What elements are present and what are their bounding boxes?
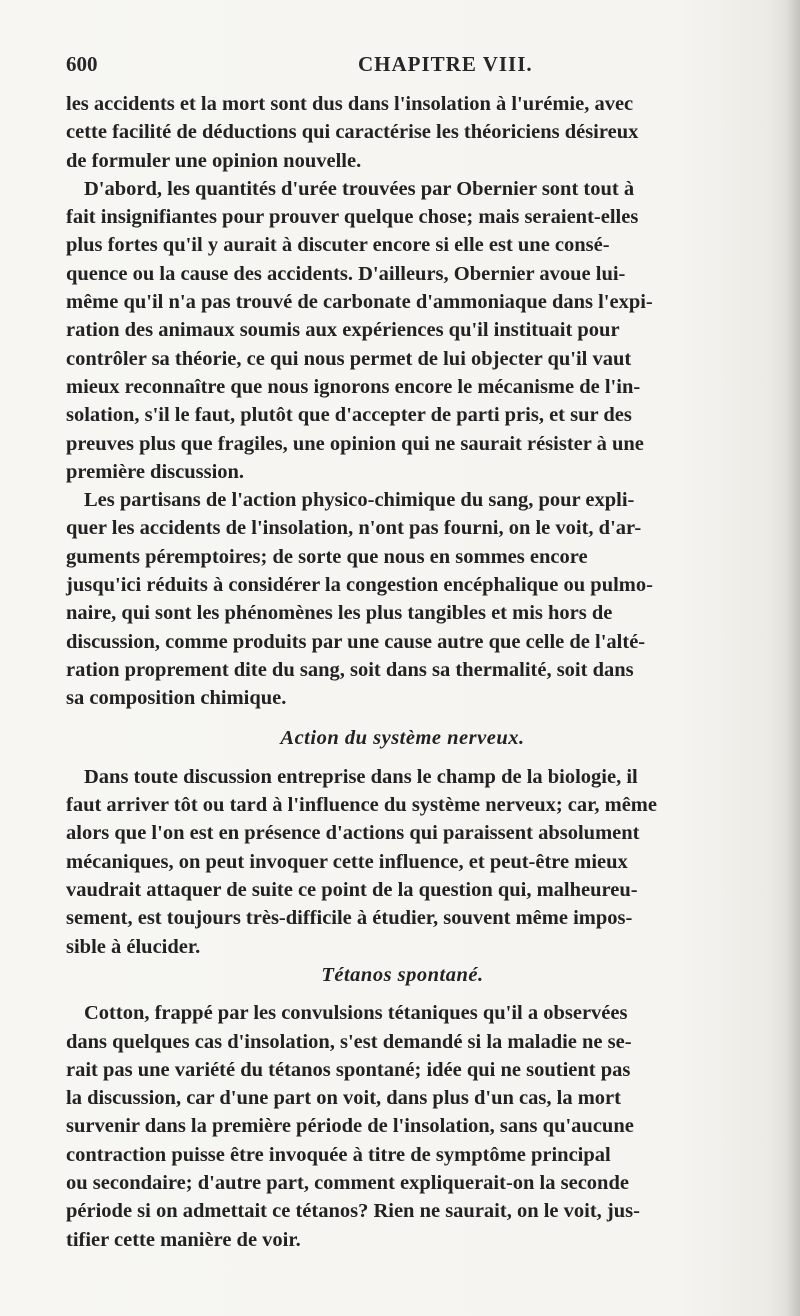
- text-line: fait insignifiantes pour prouver quelque chose; mais seraient-elles: [66, 206, 639, 229]
- paragraph-5: [66, 999, 739, 1254]
- section-heading-action-systeme-nerveux: Action du système nerveux.: [280, 726, 525, 749]
- text-line: tifier cette manière de voir.: [66, 1228, 301, 1251]
- text-line: D'abord, les quantités d'urée trouvées par Obernier sont tout à: [84, 177, 635, 200]
- running-title: CHAPITRE VIII.: [358, 52, 533, 76]
- text-line: de formuler une opinion nouvelle.: [66, 149, 362, 172]
- text-line: mécaniques, on peut invoquer cette influence, et peut-être mieux: [66, 850, 628, 873]
- text-line: guments péremptoires; de sorte que nous en sommes encore: [66, 545, 588, 568]
- text-line: sement, est toujours très-difficile à étudier, souvent même impos-: [66, 907, 633, 930]
- text-line: vaudrait attaquer de suite ce point de la question qui, malheureu-: [66, 879, 638, 902]
- text-line: alors que l'on est en présence d'actions qui paraissent absolument: [66, 822, 640, 845]
- text-line: cette facilité de déductions qui caractérise les théoriciens désireux: [66, 121, 639, 144]
- text-line: première discussion.: [66, 460, 245, 483]
- text-line: naire, qui sont les phénomènes les plus tangibles et mis hors de: [66, 602, 613, 625]
- text-line: mieux reconnaître que nous ignorons encore le mécanisme de l'in-: [66, 375, 641, 398]
- page-edge-shadow: [786, 0, 800, 1316]
- text-line: quer les accidents de l'insolation, n'ont pas fourni, on le voit, d'ar-: [66, 517, 642, 540]
- paragraph-3: [66, 486, 739, 712]
- page-body: [66, 90, 739, 1254]
- paragraph-4: [66, 763, 739, 961]
- text-line: ou secondaire; d'autre part, comment expliquerait-on la seconde: [66, 1171, 629, 1194]
- text-line: survenir dans la première période de l'insolation, sans qu'aucune: [66, 1115, 634, 1138]
- text-line: les accidents et la mort sont dus dans l'insolation à l'urémie, avec: [66, 93, 634, 115]
- page-header: [66, 52, 738, 88]
- text-line: Cotton, frappé par les convulsions tétaniques qu'il a observées: [84, 1002, 628, 1025]
- page-number: 600: [66, 52, 98, 76]
- text-line: dans quelques cas d'insolation, s'est demandé si la maladie ne se-: [66, 1030, 632, 1053]
- section-heading-tetanos-spontane: Tétanos spontané.: [321, 963, 484, 986]
- text-line: solation, s'il le faut, plutôt que d'accepter de parti pris, et sur des: [66, 404, 632, 427]
- text-line: période si on admettait ce tétanos? Rien ne saurait, on le voit, jus-: [66, 1200, 640, 1223]
- text-line: sible à élucider.: [66, 935, 201, 958]
- paragraph-2: [66, 175, 739, 486]
- text-line: Les partisans de l'action physico-chimique du sang, pour expli-: [84, 489, 635, 512]
- text-line: jusqu'ici réduits à considérer la congestion encéphalique ou pulmo-: [66, 574, 653, 597]
- text-line: contrôler sa théorie, ce qui nous permet de lui objecter qu'il vaut: [66, 347, 632, 370]
- text-line: ration proprement dite du sang, soit dans sa thermalité, soit dans: [66, 658, 634, 681]
- text-line: ration des animaux soumis aux expériences qu'il instituait pour: [66, 319, 620, 342]
- text-line: faut arriver tôt ou tard à l'influence du système nerveux; car, même: [66, 794, 657, 817]
- text-line: sa composition chimique.: [66, 687, 287, 710]
- text-line: quence ou la cause des accidents. D'ailleurs, Obernier avoue lui-: [66, 262, 626, 285]
- text-line: même qu'il n'a pas trouvé de carbonate d'ammoniaque dans l'expi-: [66, 291, 653, 314]
- text-line: discussion, comme produits par une cause autre que celle de l'alté-: [66, 630, 646, 653]
- paragraph-1: [66, 90, 739, 175]
- text-line: contraction puisse être invoquée à titre de symptôme principal: [66, 1143, 611, 1166]
- text-line: plus fortes qu'il y aurait à discuter encore si elle est une consé-: [66, 234, 610, 257]
- text-line: rait pas une variété du tétanos spontané; idée qui ne soutient pas: [66, 1058, 631, 1081]
- text-line: preuves plus que fragiles, une opinion qui ne saurait résister à une: [66, 432, 644, 455]
- text-line: la discussion, car d'une part on voit, dans plus d'un cas, la mort: [66, 1087, 621, 1110]
- text-line: Dans toute discussion entreprise dans le champ de la biologie, il: [84, 765, 638, 788]
